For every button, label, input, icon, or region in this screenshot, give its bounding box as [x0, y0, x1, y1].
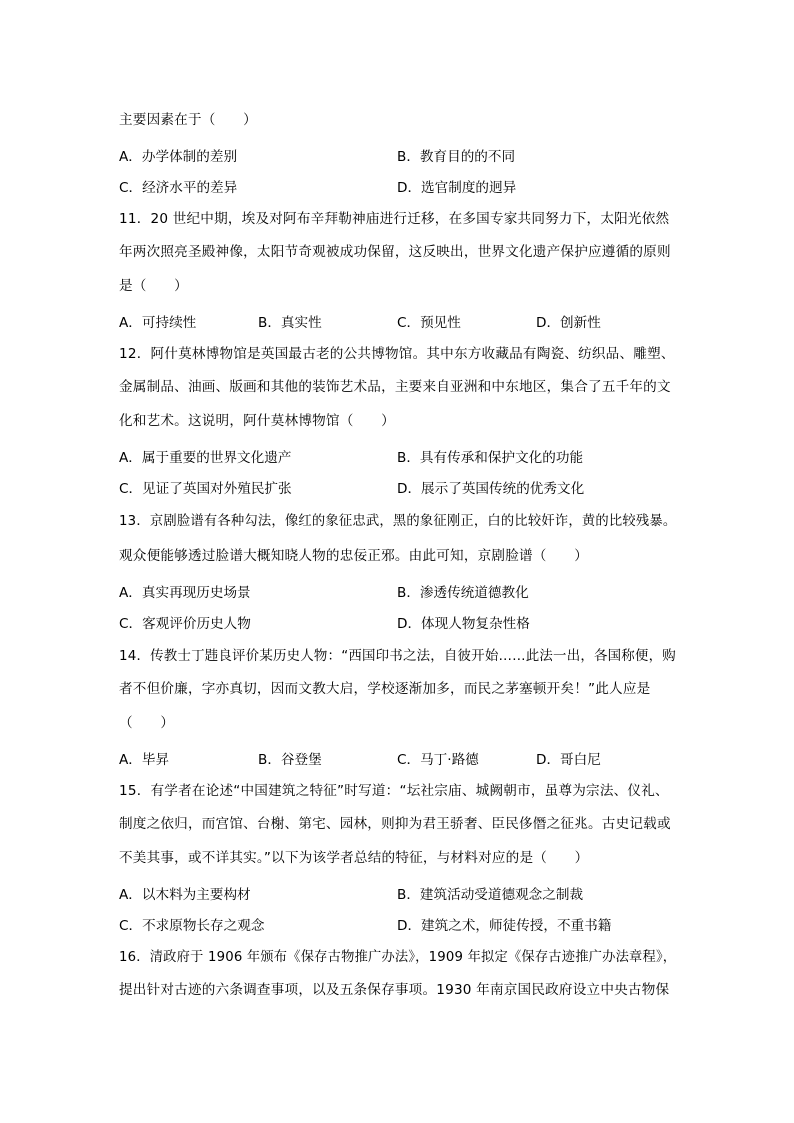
q12-stem-line-1: 12．阿什莫林博物馆是英国最古老的公共博物馆。其中东方收藏品有陶瓷、纺织品、雕塑、 — [119, 346, 675, 362]
q11-stem-line-2: 年两次照亮圣殿神像，太阳节奇观被成功保留，这反映出，世界文化遗产保护应遵循的原则 — [119, 244, 671, 260]
q16-stem-line-2: 提出针对古迹的六条调查事项，以及五条保存事项。1930 年南京国民政府设立中央古物保 — [119, 982, 670, 998]
q10-stem-tail: 主要因素在于（ ） — [119, 112, 257, 128]
q13-stem-line-1: 13．京剧脸谱有各种勾法，像红的象征忠武，黑的象征刚正，白的比较奸诈，黄的比较残暴。 — [119, 513, 677, 529]
q14-stem-line-1: 14．传教士丁韪良评价某历史人物：“西国印书之法，自彼开始……此法一出，各国称便，购 — [119, 648, 676, 664]
q14-stem-line-2: 者不但价廉，字亦真切，因而文教大启，学校逐渐加多，而民之茅塞顿开矣！”此人应是 — [119, 681, 651, 697]
q13-option-b: B．渗透传统道德教化 — [397, 585, 529, 601]
q15-stem-line-1: 15．有学者在论述“中国建筑之特征”时写道：“坛社宗庙、城阙朝市，虽尊为宗法、仪礼、 — [119, 783, 669, 799]
q10-option-c: C．经济水平的差异 — [119, 180, 238, 196]
q13-option-c: C．客观评价历史人物 — [119, 616, 251, 632]
q12-stem-line-2: 金属制品、油画、版画和其他的装饰艺术品，主要来自亚洲和中东地区，集合了五千年的文 — [119, 379, 671, 395]
q11-option-a: A．可持续性 — [119, 315, 197, 331]
q12-stem-line-3: 化和艺术。这说明，阿什莫林博物馆（ ） — [119, 413, 395, 429]
q15-stem-line-2: 制度之依归，而宫馆、台榭、第宅、园林，则抑为君王骄奢、臣民侈僭之征兆。古史记载或 — [119, 816, 671, 832]
q12-option-c: C．见证了英国对外殖民扩张 — [119, 481, 292, 497]
q11-stem-line-1: 11．20 世纪中期，埃及对阿布辛拜勒神庙进行迁移，在多国专家共同努力下，太阳光依然 — [119, 211, 670, 227]
q15-option-a: A．以木料为主要构材 — [119, 887, 251, 903]
q11-option-b: B．真实性 — [258, 315, 322, 331]
q13-option-a: A．真实再现历史场景 — [119, 585, 251, 601]
q15-option-c: C．不求原物长存之观念 — [119, 918, 265, 934]
q12-option-d: D．展示了英国传统的优秀文化 — [397, 481, 585, 497]
q10-option-a: A．办学体制的差别 — [119, 149, 238, 165]
q11-option-c: C．预见性 — [397, 315, 461, 331]
q10-option-d: D．选官制度的迥异 — [397, 180, 517, 196]
q15-option-b: B．建筑活动受道德观念之制裁 — [397, 887, 584, 903]
q14-option-a: A．毕昇 — [119, 752, 170, 768]
q12-option-b: B．具有传承和保护文化的功能 — [397, 450, 584, 466]
q14-stem-line-3: （ ） — [119, 715, 175, 731]
q14-option-b: B．谷登堡 — [258, 752, 322, 768]
q11-stem-line-3: 是（ ） — [119, 278, 188, 294]
q13-option-d: D．体现人物复杂性格 — [397, 616, 530, 632]
q15-option-d: D．建筑之术，师徒传授，不重书籍 — [397, 918, 612, 934]
q13-stem-line-2: 观众便能够透过脸谱大概知晓人物的忠佞正邪。由此可知，京剧脸谱（ ） — [119, 548, 588, 564]
q16-stem-line-1: 16．清政府于 1906 年颁布《保存古物推广办法》，1909 年拟定《保存古迹推广办法章程》， — [119, 949, 677, 965]
q14-option-d: D．哥白尼 — [536, 752, 601, 768]
q11-option-d: D．创新性 — [536, 315, 601, 331]
q10-option-b: B．教育目的的不同 — [397, 149, 516, 165]
q15-stem-line-3: 不美其事，或不详其实。”以下为该学者总结的特征，与材料对应的是（ ） — [119, 850, 589, 866]
q14-option-c: C．马丁·路德 — [397, 752, 479, 768]
q12-option-a: A．属于重要的世界文化遗产 — [119, 450, 292, 466]
